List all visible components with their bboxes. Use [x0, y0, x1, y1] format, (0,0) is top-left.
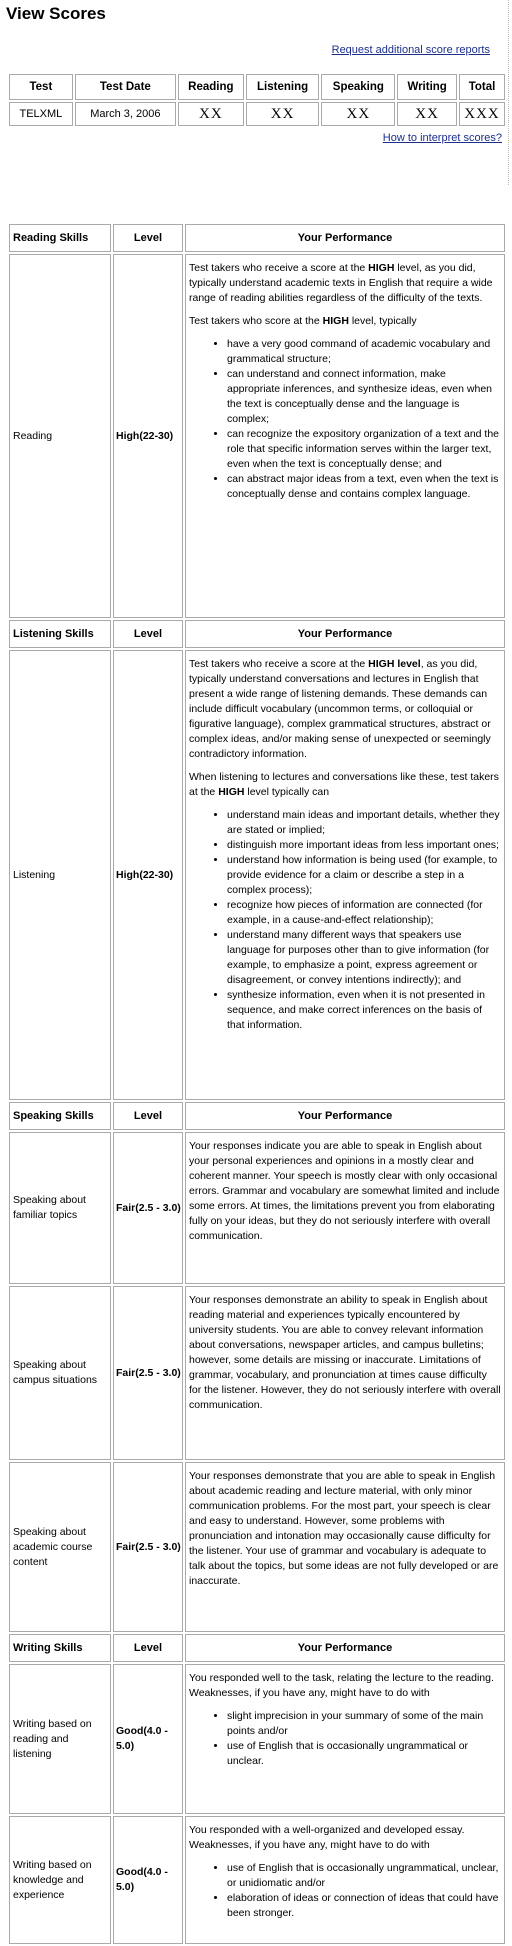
speaking-skills-header: Speaking Skills	[9, 1102, 111, 1130]
text-span: level typically can	[244, 786, 330, 798]
level-word: Good	[116, 1725, 144, 1737]
level-range: (22-30)	[139, 868, 174, 881]
reading-score-cell: XX	[178, 102, 244, 126]
performance-description	[185, 1462, 505, 1632]
writing-score-cell: XX	[397, 102, 457, 126]
performance-description	[185, 1132, 505, 1284]
listening-score-cell: XX	[246, 102, 320, 126]
performance-description	[185, 1286, 505, 1460]
page-title: View Scores	[6, 4, 106, 23]
col-header-total: Total	[459, 74, 505, 100]
table-row	[9, 1664, 505, 1814]
skill-name: Reading	[9, 254, 111, 618]
text-span: When listening to lectures and conversations like these, test takers at the	[189, 771, 499, 798]
skill-level	[113, 1462, 183, 1632]
table-row	[9, 254, 505, 618]
level-header: Level	[113, 1634, 183, 1662]
skill-level	[113, 254, 183, 618]
table-row	[9, 1132, 505, 1284]
list-item: • synthesize information, even when it is not presented in sequence, and make correct inferences on the basis of that information.	[227, 988, 501, 1033]
list-item: • can understand and connect information, make appropriate inferences, and synthesize ideas, even when the text is conceptually dense and the language is complex;	[227, 367, 501, 427]
emphasis: HIGH	[322, 315, 349, 327]
col-header-test-date: Test Date	[75, 74, 176, 100]
bullet-list	[189, 808, 501, 1033]
description-paragraph	[189, 657, 501, 762]
description-paragraph	[189, 314, 501, 329]
description-paragraph: You responded with a well-organized and developed essay. Weaknesses, if you have any, might have to do with	[189, 1824, 465, 1851]
table-row	[9, 1816, 505, 1944]
level-range: (4.0 - 5.0)	[116, 1866, 168, 1893]
speaking-header-row	[9, 1102, 505, 1130]
table-row	[9, 650, 505, 1100]
level-range: (2.5 - 3.0)	[135, 1366, 181, 1379]
description-paragraph: Your responses demonstrate an ability to speak in English about reading material and experiences typically encountered by university students. You are able to convey relevant information about conversations, newspaper articles, and campus bulletins; however, some details are missing or inaccurate. Limitations of grammar, vocabulary, and pronunciation at times cause difficulty for the listener. However, they do not seriously interfere with overall communication.	[189, 1294, 501, 1411]
skill-name: Writing based on knowledge and experience	[9, 1816, 111, 1944]
level-header: Level	[113, 1102, 183, 1130]
test-date-cell: March 3, 2006	[75, 102, 176, 126]
performance-header: Your Performance	[185, 620, 505, 648]
list-item: • slight imprecision in your summary of some of the main points and/or	[227, 1709, 501, 1739]
text-span: Test takers who score at the	[189, 315, 323, 327]
level-word: Fair	[116, 1201, 136, 1214]
level-word: High	[116, 868, 140, 881]
performance-description	[185, 650, 505, 1100]
skill-name: Listening	[9, 650, 111, 1100]
text-span: Test takers who receive a score at the	[189, 262, 369, 274]
score-header-row	[9, 74, 505, 100]
reading-header-row	[9, 224, 505, 252]
list-item: • recognize how pieces of information are connected (for example, in a cause-and-effect relationship);	[227, 898, 501, 928]
table-row	[9, 1462, 505, 1632]
performance-header: Your Performance	[185, 1634, 505, 1662]
col-header-speaking: Speaking	[321, 74, 395, 100]
bullet-list	[189, 1709, 501, 1769]
level-word: Fair	[116, 1366, 136, 1379]
skill-level	[113, 1132, 183, 1284]
performance-table	[7, 222, 507, 1946]
level-header: Level	[113, 620, 183, 648]
skill-name: Writing based on reading and listening	[9, 1664, 111, 1814]
performance-header: Your Performance	[185, 224, 505, 252]
bullet-list	[189, 337, 501, 502]
level-range: (22-30)	[139, 429, 174, 442]
description-paragraph	[189, 770, 501, 800]
description-paragraph: You responded well to the task, relating the lecture to the reading. Weaknesses, if you have any, might have to do with	[189, 1672, 494, 1699]
list-item: • elaboration of ideas or connection of ideas that could have been stronger.	[227, 1891, 501, 1921]
col-header-listening: Listening	[246, 74, 320, 100]
text-span: , as you did, typically understand conversations and lectures in English that present a wide range of listening demands. These demands can include difficult vocabulary (uncommon terms, or colloquial or figurative language), complex grammatical structures, abstract or complex ideas, and/or making sense of unexpected or seemingly contradictory information.	[189, 658, 491, 760]
list-item: • understand how information is being used (for example, to provide evidence for a claim or describe a step in a complex process);	[227, 853, 501, 898]
description-paragraph: Your responses demonstrate that you are able to speak in English about academic reading and lecture material, with only minor communication problems. For the most part, your speech is clear and easy to understand. However, some problems with pronunciation and intonation may occasionally cause difficulty for the listener. Your use of grammar and vocabulary is adequate to talk about the topics, but some ideas are not fully developed or are inaccurate.	[189, 1470, 499, 1587]
interpret-scores-link[interactable]: How to interpret scores?	[382, 132, 502, 144]
col-header-writing: Writing	[397, 74, 457, 100]
performance-description	[185, 1664, 505, 1814]
col-header-test: Test	[9, 74, 73, 100]
performance-description	[185, 1816, 505, 1944]
dotted-divider	[508, 0, 509, 185]
reading-skills-header: Reading Skills	[9, 224, 111, 252]
level-range: (2.5 - 3.0)	[135, 1540, 181, 1553]
level-range: (4.0 - 5.0)	[116, 1725, 168, 1752]
list-item: • can abstract major ideas from a text, even when the text is conceptually dense and contains complex language.	[227, 472, 501, 502]
description-paragraph: Your responses indicate you are able to speak in English about your personal experiences and opinions in a mostly clear and coherent manner. Your speech is mostly clear with only occasional errors. Grammar and vocabulary are somewhat limited and include some errors. At times, the limitations prevent you from elaborating fully on your ideas, but they do not seriously interfere with overall communication.	[189, 1140, 500, 1242]
writing-skills-header: Writing Skills	[9, 1634, 111, 1662]
test-name-cell: TELXML	[9, 102, 73, 126]
skill-name: Speaking about familiar topics	[9, 1132, 111, 1284]
list-item: • can recognize the expository organization of a text and the role that specific information serves within the larger text, even when the text is conceptually dense; and	[227, 427, 501, 472]
score-summary-table	[7, 72, 507, 128]
list-item: • use of English that is occasionally ungrammatical or unclear.	[227, 1739, 501, 1769]
level-word: Good	[116, 1866, 144, 1878]
writing-header-row	[9, 1634, 505, 1662]
level-header: Level	[113, 224, 183, 252]
performance-header: Your Performance	[185, 1102, 505, 1130]
list-item: • use of English that is occasionally ungrammatical, unclear, or unidiomatic and/or	[227, 1861, 501, 1891]
text-span: level, as you did, typically understand academic texts in English that require a wide range of reading abilities regardless of the difficulty of the texts.	[189, 262, 493, 304]
text-span: Test takers who receive a score at the	[189, 658, 369, 670]
bullet-list	[189, 1861, 501, 1921]
table-row	[9, 1286, 505, 1460]
listening-skills-header: Listening Skills	[9, 620, 111, 648]
list-item: • distinguish more important ideas from less important ones;	[227, 838, 501, 853]
list-item: • understand main ideas and important details, whether they are stated or implied;	[227, 808, 501, 838]
skill-level	[113, 1664, 183, 1814]
emphasis: HIGH level	[368, 658, 421, 670]
list-item: • understand many different ways that speakers use language for purposes other than to give information (for example, to emphasize a point, express agreement or disagreement, or convey intentions indirectly); and	[227, 928, 501, 988]
description-paragraph	[189, 261, 501, 306]
performance-description	[185, 254, 505, 618]
request-score-reports-link[interactable]: Request additional score reports	[331, 44, 490, 56]
col-header-reading: Reading	[178, 74, 244, 100]
skill-level	[113, 1816, 183, 1944]
skill-level	[113, 1286, 183, 1460]
skill-level	[113, 650, 183, 1100]
emphasis: HIGH	[368, 262, 395, 274]
score-row	[9, 102, 505, 126]
speaking-score-cell: XX	[321, 102, 395, 126]
list-item: • have a very good command of academic vocabulary and grammatical structure;	[227, 337, 501, 367]
level-word: High	[116, 429, 140, 442]
skill-name: Speaking about academic course content	[9, 1462, 111, 1632]
level-word: Fair	[116, 1540, 136, 1553]
text-span: level, typically	[348, 315, 417, 327]
total-score-cell: XXX	[459, 102, 505, 126]
skill-name: Speaking about campus situations	[9, 1286, 111, 1460]
level-range: (2.5 - 3.0)	[135, 1201, 181, 1214]
emphasis: HIGH	[218, 786, 245, 798]
listening-header-row	[9, 620, 505, 648]
